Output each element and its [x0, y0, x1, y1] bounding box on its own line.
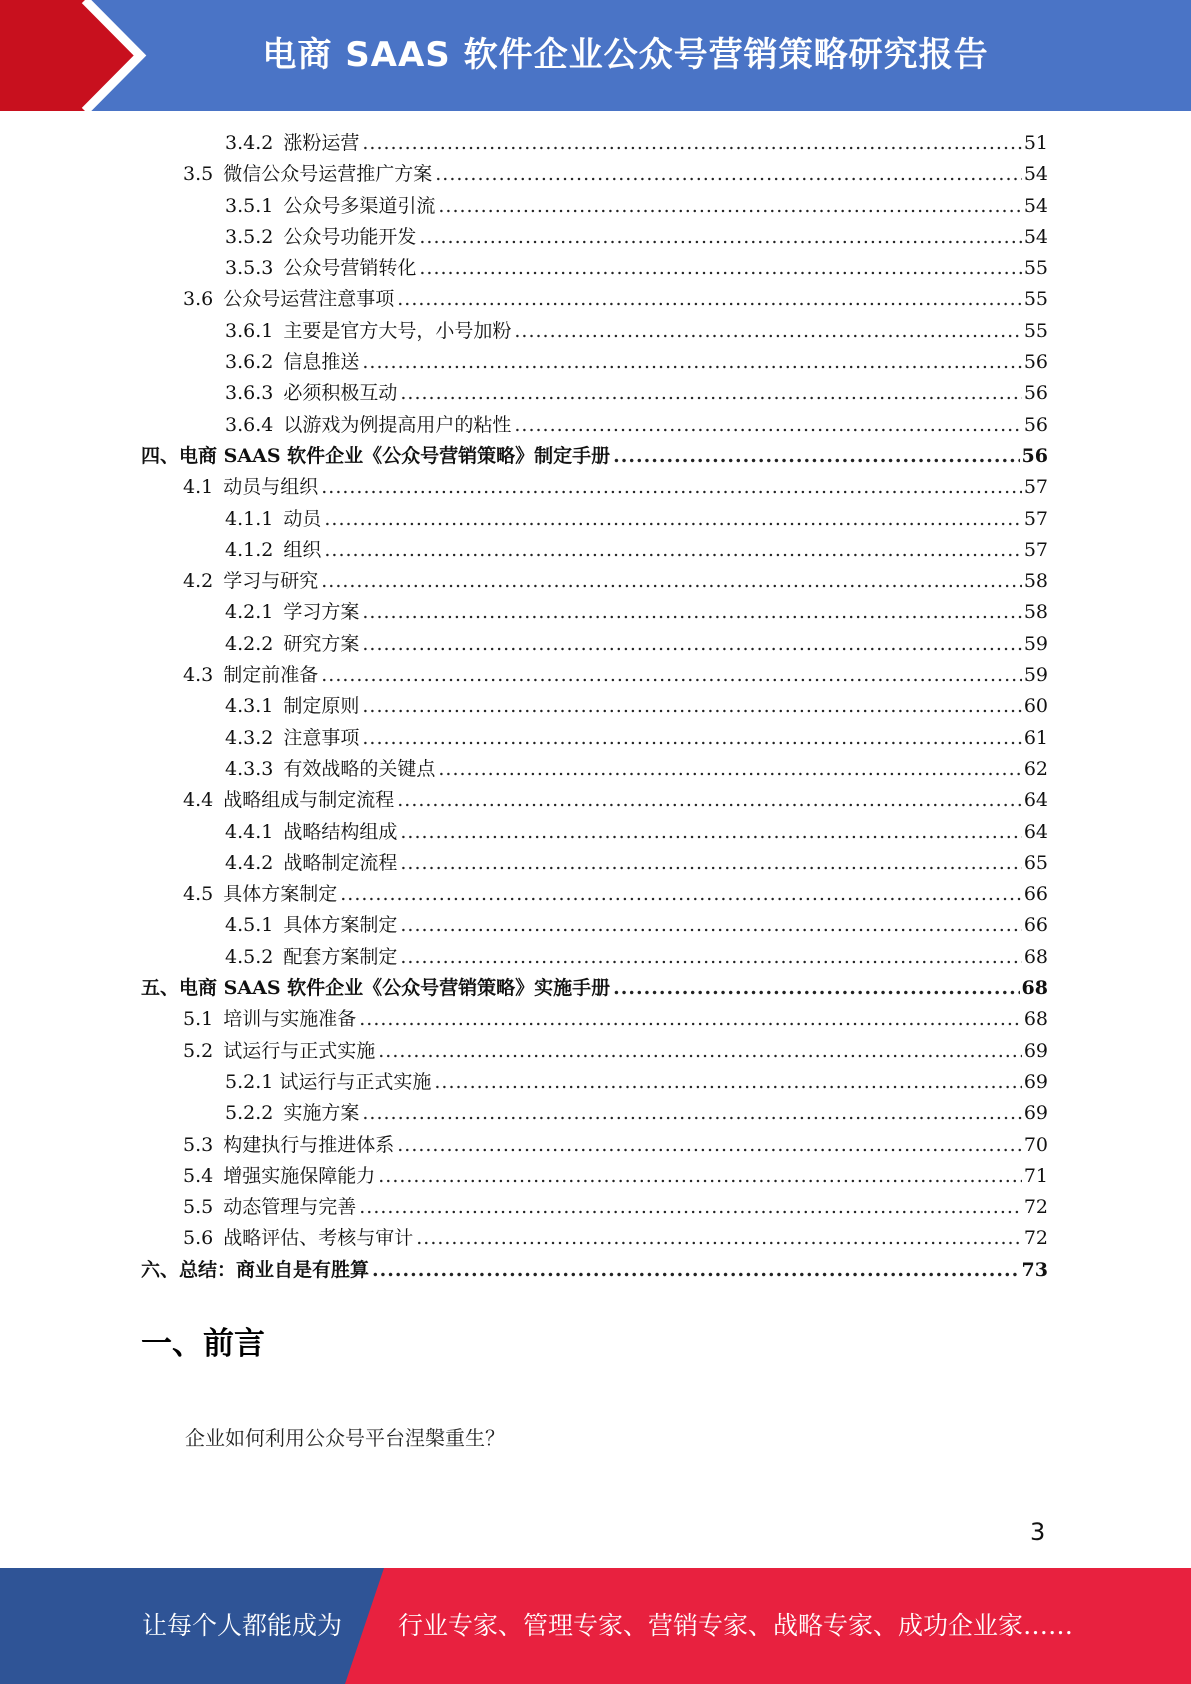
toc-entry-number: 5.1: [183, 1008, 214, 1031]
toc-dot-leader: [362, 629, 1021, 660]
toc-entry-number: 3.6.2: [225, 351, 274, 374]
toc-entry-title: 学习方案: [283, 601, 360, 624]
toc-dot-leader: [397, 1130, 1022, 1161]
toc-entry-page: 54: [1023, 194, 1048, 217]
toc-entry-title: 微信公众号运营推广方案: [223, 163, 433, 186]
toc-entry-page: 72: [1023, 1227, 1048, 1250]
page-footer: [0, 1568, 1191, 1684]
toc-dot-leader: [514, 316, 1021, 347]
toc-entry-title: 实施方案: [283, 1102, 360, 1125]
toc-entry-number: 4.3.1: [225, 695, 274, 718]
toc-entry-title: 五、电商 SAAS 软件企业《公众号营销策略》实施手册: [141, 977, 611, 1000]
toc-entry[interactable]: [141, 1067, 1048, 1098]
toc-entry[interactable]: [141, 1130, 1048, 1161]
toc-entry-number: 4.5.2: [225, 945, 274, 968]
toc-dot-leader: [438, 754, 1021, 785]
toc-entry[interactable]: [141, 1192, 1048, 1223]
toc-entry-page: 65: [1023, 851, 1048, 874]
toc-entry-title: 试运行与正式实施: [223, 1039, 376, 1062]
toc-entry-title: 六、总结：商业自是有胜算: [141, 1258, 370, 1281]
toc-entry-page: 70: [1023, 1133, 1048, 1156]
toc-entry-number: 4.4: [183, 789, 214, 812]
toc-entry-title: 研究方案: [283, 632, 360, 655]
toc-entry[interactable]: [141, 253, 1048, 284]
toc-entry-title: 战略评估、考核与审计: [223, 1227, 414, 1250]
toc-dot-leader: [438, 191, 1021, 222]
toc-entry[interactable]: [141, 378, 1048, 409]
toc-entry-page: 59: [1023, 632, 1048, 655]
toc-entry-page: 66: [1023, 914, 1048, 937]
toc-entry-page: 62: [1023, 757, 1048, 780]
toc-entry-page: 57: [1023, 507, 1048, 530]
toc-entry-title: 涨粉运营: [283, 132, 360, 154]
toc-dot-leader: [416, 1223, 1022, 1254]
footer-slogan-left: 让每个人都能成为: [142, 1611, 343, 1640]
toc-entry-number: 3.5.2: [225, 225, 274, 248]
toc-entry[interactable]: [141, 942, 1048, 973]
toc-entry[interactable]: [141, 629, 1048, 660]
toc-entry-page: 64: [1023, 820, 1048, 843]
toc-entry[interactable]: [141, 1098, 1048, 1129]
toc-entry-page: 56: [1023, 413, 1048, 436]
toc-entry[interactable]: [141, 723, 1048, 754]
toc-entry[interactable]: [141, 441, 1048, 472]
toc-entry[interactable]: [141, 973, 1048, 1004]
toc-entry[interactable]: [141, 1255, 1048, 1286]
toc-entry[interactable]: [141, 410, 1048, 441]
toc-entry-number: 3.6: [183, 288, 214, 311]
toc-entry-title: 制定原则: [283, 695, 360, 718]
toc-dot-leader: [397, 284, 1022, 315]
toc-dot-leader: [400, 817, 1021, 848]
toc-entry-page: 73: [1021, 1258, 1048, 1281]
toc-dot-leader: [321, 472, 1022, 503]
toc-entry[interactable]: [141, 1036, 1048, 1067]
toc-entry[interactable]: [141, 159, 1048, 190]
toc-dot-leader: [613, 973, 1019, 1004]
toc-entry[interactable]: [141, 347, 1048, 378]
toc-entry[interactable]: [141, 1223, 1048, 1254]
toc-entry-page: 58: [1023, 601, 1048, 624]
toc-entry-number: 4.1: [183, 476, 214, 499]
toc-dot-leader: [324, 504, 1021, 535]
toc-entry-number: 3.4.2: [225, 132, 274, 154]
toc-entry-page: 55: [1023, 288, 1048, 311]
toc-entry-title: 配套方案制定: [283, 945, 398, 968]
toc-dot-leader: [362, 128, 1021, 159]
toc-entry-number: 3.6.1: [225, 319, 274, 342]
toc-entry-page: 57: [1023, 538, 1048, 561]
toc-entry[interactable]: [141, 566, 1048, 597]
toc-dot-leader: [362, 347, 1021, 378]
toc-entry[interactable]: [141, 316, 1048, 347]
toc-entry-page: 58: [1023, 570, 1048, 593]
toc-entry[interactable]: [141, 472, 1048, 503]
toc-entry-page: 64: [1023, 789, 1048, 812]
toc-entry-title: 培训与实施准备: [223, 1008, 357, 1031]
toc-entry-number: 4.4.1: [225, 820, 274, 843]
report-title: 电商 SAAS 软件企业公众号营销策略研究报告: [262, 35, 989, 75]
toc-dot-leader: [362, 691, 1021, 722]
toc-entry-number: 3.5.1: [225, 194, 274, 217]
toc-dot-leader: [419, 222, 1021, 253]
toc-entry-page: 69: [1023, 1070, 1048, 1093]
toc-entry-page: 68: [1023, 945, 1048, 968]
toc-entry-title: 注意事项: [283, 726, 360, 749]
page-header: [0, 0, 1191, 111]
page-number: 3: [1030, 1518, 1046, 1546]
toc-entry-title: 学习与研究: [223, 570, 319, 593]
toc-entry-page: 66: [1023, 883, 1048, 906]
toc-entry[interactable]: [141, 535, 1048, 566]
toc-dot-leader: [362, 723, 1021, 754]
toc-entry-number: 4.3: [183, 664, 214, 687]
toc-entry-title: 必须积极互动: [283, 382, 398, 405]
toc-dot-leader: [359, 1192, 1022, 1223]
toc-entry-number: 3.6.4: [225, 413, 274, 436]
toc-entry-title: 构建执行与推进体系: [223, 1133, 395, 1156]
toc-entry-title: 战略组成与制定流程: [223, 789, 395, 812]
toc-dot-leader: [400, 378, 1021, 409]
toc-entry[interactable]: [141, 785, 1048, 816]
toc-dot-leader: [400, 848, 1021, 879]
table-of-contents: [141, 128, 1048, 1286]
toc-entry-page: 69: [1023, 1039, 1048, 1062]
toc-entry-title: 战略结构组成: [283, 820, 398, 843]
footer-slogan-right: 行业专家、管理专家、营销专家、战略专家、成功企业家……: [398, 1611, 1074, 1640]
toc-entry-number: 5.2: [183, 1039, 214, 1062]
toc-dot-leader: [397, 785, 1022, 816]
toc-entry-number: 5.2.2: [225, 1102, 274, 1125]
toc-dot-leader: [434, 1067, 1021, 1098]
toc-entry-page: 69: [1023, 1102, 1048, 1125]
body-paragraph: 企业如何利用公众号平台涅槃重生？: [185, 1426, 505, 1450]
toc-entry-number: 4.1.2: [225, 538, 274, 561]
toc-entry-title: 动员: [283, 507, 322, 530]
toc-entry-page: 54: [1023, 225, 1048, 248]
toc-dot-leader: [613, 441, 1019, 472]
toc-dot-leader: [324, 535, 1021, 566]
toc-dot-leader: [435, 159, 1022, 190]
toc-entry-title: 公众号营销转化: [283, 257, 417, 280]
toc-entry[interactable]: [141, 128, 1048, 159]
toc-entry-page: 72: [1023, 1196, 1048, 1219]
toc-entry-title: 制定前准备: [223, 664, 319, 687]
toc-entry-title: 动态管理与完善: [223, 1196, 357, 1219]
toc-entry-number: 4.5.1: [225, 914, 274, 937]
toc-entry[interactable]: [141, 1004, 1048, 1035]
toc-dot-leader: [514, 410, 1021, 441]
toc-entry-number: 5.5: [183, 1196, 214, 1219]
toc-entry[interactable]: [141, 284, 1048, 315]
toc-entry[interactable]: [141, 1161, 1048, 1192]
toc-entry-page: 68: [1021, 977, 1048, 1000]
toc-entry-title: 公众号多渠道引流: [283, 194, 436, 217]
toc-dot-leader: [400, 910, 1021, 941]
toc-entry-number: 4.3.3: [225, 757, 274, 780]
toc-dot-leader: [362, 1098, 1021, 1129]
toc-entry-number: 4.2.2: [225, 632, 274, 655]
toc-entry-title: 公众号运营注意事项: [223, 288, 395, 311]
toc-dot-leader: [400, 942, 1021, 973]
toc-entry-number: 4.2: [183, 570, 214, 593]
toc-dot-leader: [321, 660, 1022, 691]
toc-entry[interactable]: [141, 910, 1048, 941]
toc-entry-number: 3.6.3: [225, 382, 274, 405]
toc-entry-number: 4.3.2: [225, 726, 274, 749]
toc-entry-title: 主要是官方大号，小号加粉: [283, 319, 512, 342]
toc-entry[interactable]: [141, 817, 1048, 848]
toc-entry-title: 具体方案制定: [283, 914, 398, 937]
toc-dot-leader: [359, 1004, 1022, 1035]
toc-entry-page: 68: [1023, 1008, 1048, 1031]
toc-entry-title: 5.2.1 试运行与正式实施: [225, 1070, 432, 1093]
toc-entry-title: 有效战略的关键点: [283, 757, 436, 780]
toc-entry-title: 组织: [283, 538, 322, 561]
toc-entry-title: 以游戏为例提高用户的粘性: [283, 413, 512, 436]
toc-entry-number: 4.1.1: [225, 507, 274, 530]
toc-entry-number: 3.5.3: [225, 257, 274, 280]
toc-dot-leader: [419, 253, 1021, 284]
toc-entry-title: 动员与组织: [223, 476, 319, 499]
toc-entry[interactable]: [141, 191, 1048, 222]
toc-entry[interactable]: [141, 848, 1048, 879]
toc-entry[interactable]: [141, 504, 1048, 535]
toc-entry-page: 55: [1023, 319, 1048, 342]
toc-entry[interactable]: [141, 597, 1048, 628]
toc-entry-page: 56: [1021, 444, 1048, 467]
toc-entry-number: 3.5: [183, 163, 214, 186]
toc-entry-page: 60: [1023, 695, 1048, 718]
toc-entry-number: 4.5: [183, 883, 214, 906]
toc-dot-leader: [372, 1255, 1020, 1286]
toc-dot-leader: [378, 1036, 1022, 1067]
toc-entry-page: 54: [1023, 163, 1048, 186]
toc-dot-leader: [378, 1161, 1022, 1192]
toc-entry-page: 59: [1023, 664, 1048, 687]
toc-entry-number: 5.6: [183, 1227, 214, 1250]
toc-entry-page: 56: [1023, 382, 1048, 405]
toc-dot-leader: [321, 566, 1022, 597]
toc-entry[interactable]: [141, 660, 1048, 691]
header-arrow-decoration: [0, 0, 160, 111]
toc-entry-number: 4.4.2: [225, 851, 274, 874]
toc-entry[interactable]: [141, 754, 1048, 785]
section-heading: 一、前言: [141, 1326, 265, 1362]
toc-entry-page: 51: [1023, 132, 1048, 154]
toc-entry[interactable]: [141, 222, 1048, 253]
toc-dot-leader: [362, 597, 1021, 628]
toc-entry-title: 增强实施保障能力: [223, 1164, 376, 1187]
toc-entry-number: 5.4: [183, 1164, 214, 1187]
toc-dot-leader: [340, 879, 1022, 910]
toc-entry-title: 公众号功能开发: [283, 225, 417, 248]
toc-entry-title: 战略制定流程: [283, 851, 398, 874]
toc-entry[interactable]: [141, 879, 1048, 910]
toc-entry-title: 具体方案制定: [223, 883, 338, 906]
toc-entry-page: 56: [1023, 351, 1048, 374]
toc-entry-page: 57: [1023, 476, 1048, 499]
toc-entry-page: 61: [1023, 726, 1048, 749]
toc-entry-page: 71: [1023, 1164, 1048, 1187]
toc-entry-title: 四、电商 SAAS 软件企业《公众号营销策略》制定手册: [141, 444, 611, 467]
toc-entry-page: 55: [1023, 257, 1048, 280]
toc-entry[interactable]: [141, 691, 1048, 722]
toc-entry-number: 4.2.1: [225, 601, 274, 624]
toc-entry-number: 5.3: [183, 1133, 214, 1156]
toc-entry-title: 信息推送: [283, 351, 360, 374]
